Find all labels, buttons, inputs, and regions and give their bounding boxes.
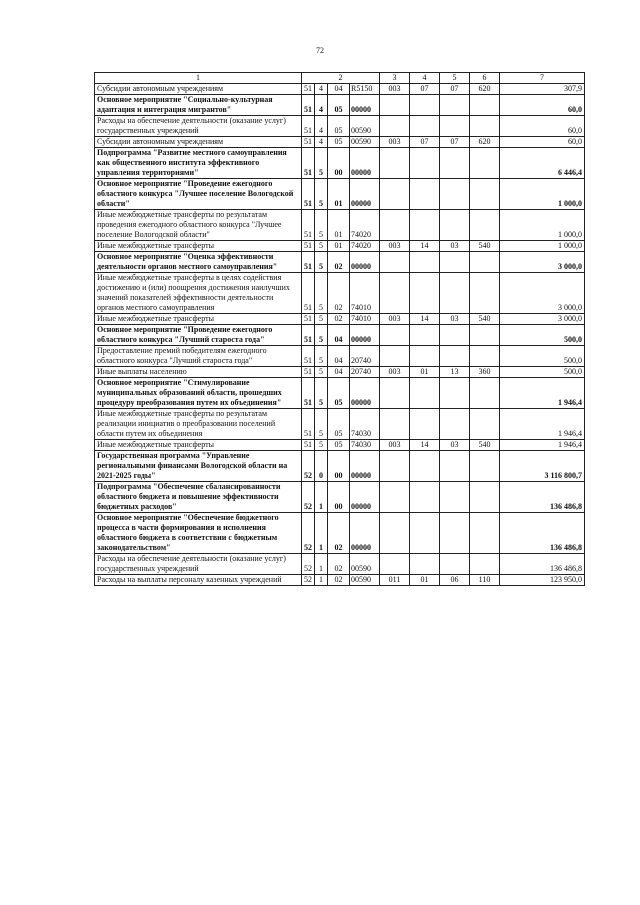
row-sum: 500,0: [500, 346, 585, 367]
cs-event: 05: [328, 440, 350, 451]
cs-program: 51: [302, 95, 315, 116]
cs-subprogram: 5: [315, 409, 328, 440]
subsection-code: [440, 252, 470, 273]
cs-program: 51: [302, 148, 315, 179]
cs-subprogram: 4: [315, 137, 328, 148]
cs-direction: 74030: [350, 440, 380, 451]
cs-direction: 00000: [350, 378, 380, 409]
subsection-code: [440, 148, 470, 179]
cs-event: 00: [328, 482, 350, 513]
row-sum: 1 000,0: [500, 179, 585, 210]
grbs-code: [380, 179, 410, 210]
cs-subprogram: 1: [315, 482, 328, 513]
cs-program: 51: [302, 252, 315, 273]
section-code: [410, 378, 440, 409]
row-sum: 1 946,4: [500, 378, 585, 409]
expense-type-code: 620: [470, 84, 500, 95]
expense-type-code: [470, 554, 500, 575]
grbs-code: 003: [380, 440, 410, 451]
row-name: Подпрограмма "Обеспечение сбалансированности областного бюджета и повышение эффективности бюджетных расходов": [95, 482, 302, 513]
cs-subprogram: 5: [315, 252, 328, 273]
grbs-code: [380, 116, 410, 137]
row-name: Предоставление премий победителям ежегодного областного конкурса "Лучший староста года": [95, 346, 302, 367]
cs-program: 51: [302, 241, 315, 252]
cs-subprogram: 1: [315, 575, 328, 586]
table-row: [95, 252, 585, 273]
cs-subprogram: 1: [315, 554, 328, 575]
expense-type-code: [470, 513, 500, 554]
cs-direction: 20740: [350, 367, 380, 378]
row-name: Иные межбюджетные трансферты в целях содействия достижению и (или) поощрения достижения наилучших значений показателей эффективности деятельности органов местного самоуправления: [95, 273, 302, 314]
grbs-code: [380, 95, 410, 116]
cs-direction: 00590: [350, 554, 380, 575]
table-row: [95, 241, 585, 252]
cs-event: 04: [328, 325, 350, 346]
row-name: Субсидии автономным учреждениям: [95, 84, 302, 95]
table-row: [95, 440, 585, 451]
subsection-code: [440, 378, 470, 409]
grbs-code: [380, 513, 410, 554]
table-row: [95, 325, 585, 346]
cs-program: 52: [302, 513, 315, 554]
cs-program: 51: [302, 378, 315, 409]
cs-subprogram: 5: [315, 148, 328, 179]
cs-subprogram: 5: [315, 367, 328, 378]
section-code: [410, 409, 440, 440]
cs-event: 01: [328, 241, 350, 252]
section-code: [410, 95, 440, 116]
subsection-code: 06: [440, 575, 470, 586]
section-code: [410, 451, 440, 482]
row-name: Субсидии автономным учреждениям: [95, 137, 302, 148]
cs-subprogram: 5: [315, 241, 328, 252]
expense-type-code: 540: [470, 241, 500, 252]
grbs-code: [380, 346, 410, 367]
header-col-2: 2: [302, 73, 380, 84]
grbs-code: [380, 378, 410, 409]
grbs-code: [380, 325, 410, 346]
row-name: Основное мероприятие "Обеспечение бюджетного процесса в части формирования и исполнения областного бюджета в соответствии с бюджетным законодательством": [95, 513, 302, 554]
cs-subprogram: 5: [315, 314, 328, 325]
cs-direction: 00000: [350, 95, 380, 116]
row-name: Иные межбюджетные трансферты: [95, 241, 302, 252]
subsection-code: [440, 513, 470, 554]
cs-event: 01: [328, 210, 350, 241]
cs-event: 02: [328, 252, 350, 273]
row-name: Иные межбюджетные трансферты: [95, 440, 302, 451]
grbs-code: 003: [380, 367, 410, 378]
budget-table: [94, 72, 585, 586]
cs-program: 51: [302, 116, 315, 137]
section-code: 01: [410, 367, 440, 378]
header-row: [95, 73, 585, 84]
cs-event: 02: [328, 513, 350, 554]
grbs-code: 003: [380, 137, 410, 148]
header-col-4: 4: [410, 73, 440, 84]
cs-program: 52: [302, 575, 315, 586]
header-col-3: 3: [380, 73, 410, 84]
row-name: Расходы на обеспечение деятельности (оказание услуг) государственных учреждений: [95, 116, 302, 137]
row-sum: 136 486,8: [500, 513, 585, 554]
row-sum: 500,0: [500, 325, 585, 346]
expense-type-code: 540: [470, 314, 500, 325]
row-sum: 3 000,0: [500, 273, 585, 314]
row-sum: 60,0: [500, 137, 585, 148]
table-row: [95, 575, 585, 586]
cs-event: 05: [328, 378, 350, 409]
cs-program: 51: [302, 84, 315, 95]
table-row: [95, 409, 585, 440]
cs-program: 51: [302, 346, 315, 367]
row-sum: 136 486,8: [500, 554, 585, 575]
cs-direction: 00000: [350, 513, 380, 554]
cs-subprogram: 0: [315, 451, 328, 482]
subsection-code: [440, 451, 470, 482]
cs-event: 02: [328, 554, 350, 575]
section-code: [410, 554, 440, 575]
row-name: Основное мероприятие "Проведение ежегодного областного конкурса "Лучшее поселение Вологодской области": [95, 179, 302, 210]
header-col-1: 1: [95, 73, 302, 84]
cs-subprogram: 5: [315, 273, 328, 314]
grbs-code: [380, 451, 410, 482]
expense-type-code: [470, 451, 500, 482]
cs-program: 52: [302, 451, 315, 482]
section-code: [410, 116, 440, 137]
cs-direction: 00000: [350, 179, 380, 210]
row-name: Государственная программа "Управление региональными финансами Вологодской области на 2021-2025 годы": [95, 451, 302, 482]
cs-program: 52: [302, 554, 315, 575]
expense-type-code: [470, 482, 500, 513]
cs-event: 04: [328, 346, 350, 367]
grbs-code: 003: [380, 241, 410, 252]
subsection-code: [440, 482, 470, 513]
section-code: 07: [410, 137, 440, 148]
grbs-code: 003: [380, 314, 410, 325]
cs-event: 05: [328, 409, 350, 440]
subsection-code: [440, 273, 470, 314]
cs-direction: 00590: [350, 575, 380, 586]
expense-type-code: 620: [470, 137, 500, 148]
row-name: Основное мероприятие "Оценка эффективности деятельности органов местного самоуправления": [95, 252, 302, 273]
section-code: [410, 252, 440, 273]
cs-direction: 74020: [350, 210, 380, 241]
table-row: [95, 148, 585, 179]
section-code: [410, 482, 440, 513]
section-code: 14: [410, 314, 440, 325]
grbs-code: [380, 210, 410, 241]
row-sum: 1 000,0: [500, 241, 585, 252]
cs-event: 05: [328, 137, 350, 148]
section-code: [410, 325, 440, 346]
expense-type-code: [470, 179, 500, 210]
table-row: [95, 273, 585, 314]
row-name: Иные выплаты населению: [95, 367, 302, 378]
cs-subprogram: 4: [315, 116, 328, 137]
expense-type-code: [470, 346, 500, 367]
grbs-code: 011: [380, 575, 410, 586]
section-code: 14: [410, 241, 440, 252]
table-row: [95, 95, 585, 116]
header-col-7: 7: [500, 73, 585, 84]
subsection-code: 07: [440, 137, 470, 148]
expense-type-code: 110: [470, 575, 500, 586]
subsection-code: [440, 554, 470, 575]
table-row: [95, 554, 585, 575]
row-sum: 500,0: [500, 367, 585, 378]
header-col-5: 5: [440, 73, 470, 84]
cs-direction: 00590: [350, 137, 380, 148]
section-code: [410, 513, 440, 554]
cs-subprogram: 1: [315, 513, 328, 554]
expense-type-code: [470, 325, 500, 346]
subsection-code: 07: [440, 84, 470, 95]
section-code: [410, 179, 440, 210]
row-name: Расходы на обеспечение деятельности (оказание услуг) государственных учреждений: [95, 554, 302, 575]
table-row: [95, 137, 585, 148]
section-code: [410, 210, 440, 241]
row-sum: 136 486,8: [500, 482, 585, 513]
grbs-code: [380, 554, 410, 575]
section-code: 01: [410, 575, 440, 586]
row-sum: 60,0: [500, 116, 585, 137]
table-row: [95, 84, 585, 95]
subsection-code: [440, 179, 470, 210]
cs-event: 01: [328, 179, 350, 210]
cs-direction: 00000: [350, 325, 380, 346]
grbs-code: [380, 252, 410, 273]
row-name: Иные межбюджетные трансферты: [95, 314, 302, 325]
expense-type-code: [470, 252, 500, 273]
row-name: Иные межбюджетные трансферты по результатам реализации инициатив о преобразовании поселений области путем их объединения: [95, 409, 302, 440]
cs-direction: 74010: [350, 314, 380, 325]
cs-subprogram: 4: [315, 95, 328, 116]
cs-subprogram: 5: [315, 210, 328, 241]
cs-subprogram: 5: [315, 346, 328, 367]
table-row: [95, 210, 585, 241]
row-sum: 60,0: [500, 95, 585, 116]
expense-type-code: [470, 378, 500, 409]
grbs-code: [380, 273, 410, 314]
cs-program: 51: [302, 273, 315, 314]
cs-subprogram: 4: [315, 84, 328, 95]
row-sum: 1 946,4: [500, 409, 585, 440]
cs-subprogram: 5: [315, 325, 328, 346]
cs-event: 05: [328, 116, 350, 137]
expense-type-code: [470, 409, 500, 440]
expense-type-code: [470, 116, 500, 137]
row-sum: 3 116 800,7: [500, 451, 585, 482]
subsection-code: [440, 409, 470, 440]
subsection-code: [440, 95, 470, 116]
cs-event: 00: [328, 451, 350, 482]
section-code: 07: [410, 84, 440, 95]
subsection-code: [440, 325, 470, 346]
cs-direction: 00590: [350, 116, 380, 137]
section-code: [410, 346, 440, 367]
section-code: [410, 273, 440, 314]
cs-program: 51: [302, 367, 315, 378]
subsection-code: 03: [440, 314, 470, 325]
cs-subprogram: 5: [315, 440, 328, 451]
table-row: [95, 179, 585, 210]
table-row: [95, 367, 585, 378]
cs-program: 52: [302, 482, 315, 513]
cs-event: 02: [328, 273, 350, 314]
header-col-6: 6: [470, 73, 500, 84]
table-row: [95, 314, 585, 325]
cs-program: 51: [302, 409, 315, 440]
subsection-code: 03: [440, 440, 470, 451]
expense-type-code: [470, 273, 500, 314]
table-row: [95, 346, 585, 367]
cs-event: 05: [328, 95, 350, 116]
grbs-code: [380, 409, 410, 440]
grbs-code: [380, 148, 410, 179]
cs-event: 02: [328, 314, 350, 325]
subsection-code: [440, 346, 470, 367]
subsection-code: 03: [440, 241, 470, 252]
cs-program: 51: [302, 210, 315, 241]
row-sum: 6 446,4: [500, 148, 585, 179]
cs-subprogram: 5: [315, 179, 328, 210]
cs-program: 51: [302, 325, 315, 346]
row-sum: 123 950,0: [500, 575, 585, 586]
grbs-code: [380, 482, 410, 513]
section-code: 14: [410, 440, 440, 451]
expense-type-code: [470, 95, 500, 116]
subsection-code: [440, 116, 470, 137]
row-sum: 3 000,0: [500, 314, 585, 325]
page-number: 72: [316, 46, 324, 55]
cs-direction: 74030: [350, 409, 380, 440]
scan-mark: [612, 886, 626, 890]
cs-direction: 20740: [350, 346, 380, 367]
row-name: Основное мероприятие "Проведение ежегодного областного конкурса "Лучший староста года": [95, 325, 302, 346]
row-name: Основное мероприятие "Социально-культурная адаптация и интеграция мигрантов": [95, 95, 302, 116]
row-name: Расходы на выплаты персоналу казенных учреждений: [95, 575, 302, 586]
expense-type-code: 360: [470, 367, 500, 378]
section-code: [410, 148, 440, 179]
table-row: [95, 482, 585, 513]
row-sum: 1 000,0: [500, 210, 585, 241]
cs-program: 51: [302, 179, 315, 210]
cs-event: 04: [328, 367, 350, 378]
table-row: [95, 513, 585, 554]
grbs-code: 003: [380, 84, 410, 95]
table-row: [95, 116, 585, 137]
row-sum: 3 000,0: [500, 252, 585, 273]
cs-direction: 74020: [350, 241, 380, 252]
cs-direction: 74010: [350, 273, 380, 314]
row-name: Иные межбюджетные трансферты по результатам проведения ежегодного областного конкурса "Лучшее поселение Вологодской области": [95, 210, 302, 241]
cs-program: 51: [302, 137, 315, 148]
cs-direction: 00000: [350, 451, 380, 482]
expense-type-code: [470, 148, 500, 179]
cs-event: 00: [328, 148, 350, 179]
cs-event: 02: [328, 575, 350, 586]
cs-direction: 00000: [350, 482, 380, 513]
cs-program: 51: [302, 440, 315, 451]
row-name: Основное мероприятие "Стимулирование муниципальных образований области, прошедших процедуру преобразования путем их объединения": [95, 378, 302, 409]
cs-direction: 00000: [350, 252, 380, 273]
cs-direction: 00000: [350, 148, 380, 179]
subsection-code: 13: [440, 367, 470, 378]
cs-direction: R5150: [350, 84, 380, 95]
expense-type-code: [470, 210, 500, 241]
subsection-code: [440, 210, 470, 241]
expense-type-code: 540: [470, 440, 500, 451]
cs-subprogram: 5: [315, 378, 328, 409]
row-sum: 1 946,4: [500, 440, 585, 451]
table-row: [95, 378, 585, 409]
cs-event: 04: [328, 84, 350, 95]
table-row: [95, 451, 585, 482]
row-name: Подпрограмма "Развитие местного самоуправления как общественного института эффективного управления территориями": [95, 148, 302, 179]
cs-program: 51: [302, 314, 315, 325]
row-sum: 307,9: [500, 84, 585, 95]
